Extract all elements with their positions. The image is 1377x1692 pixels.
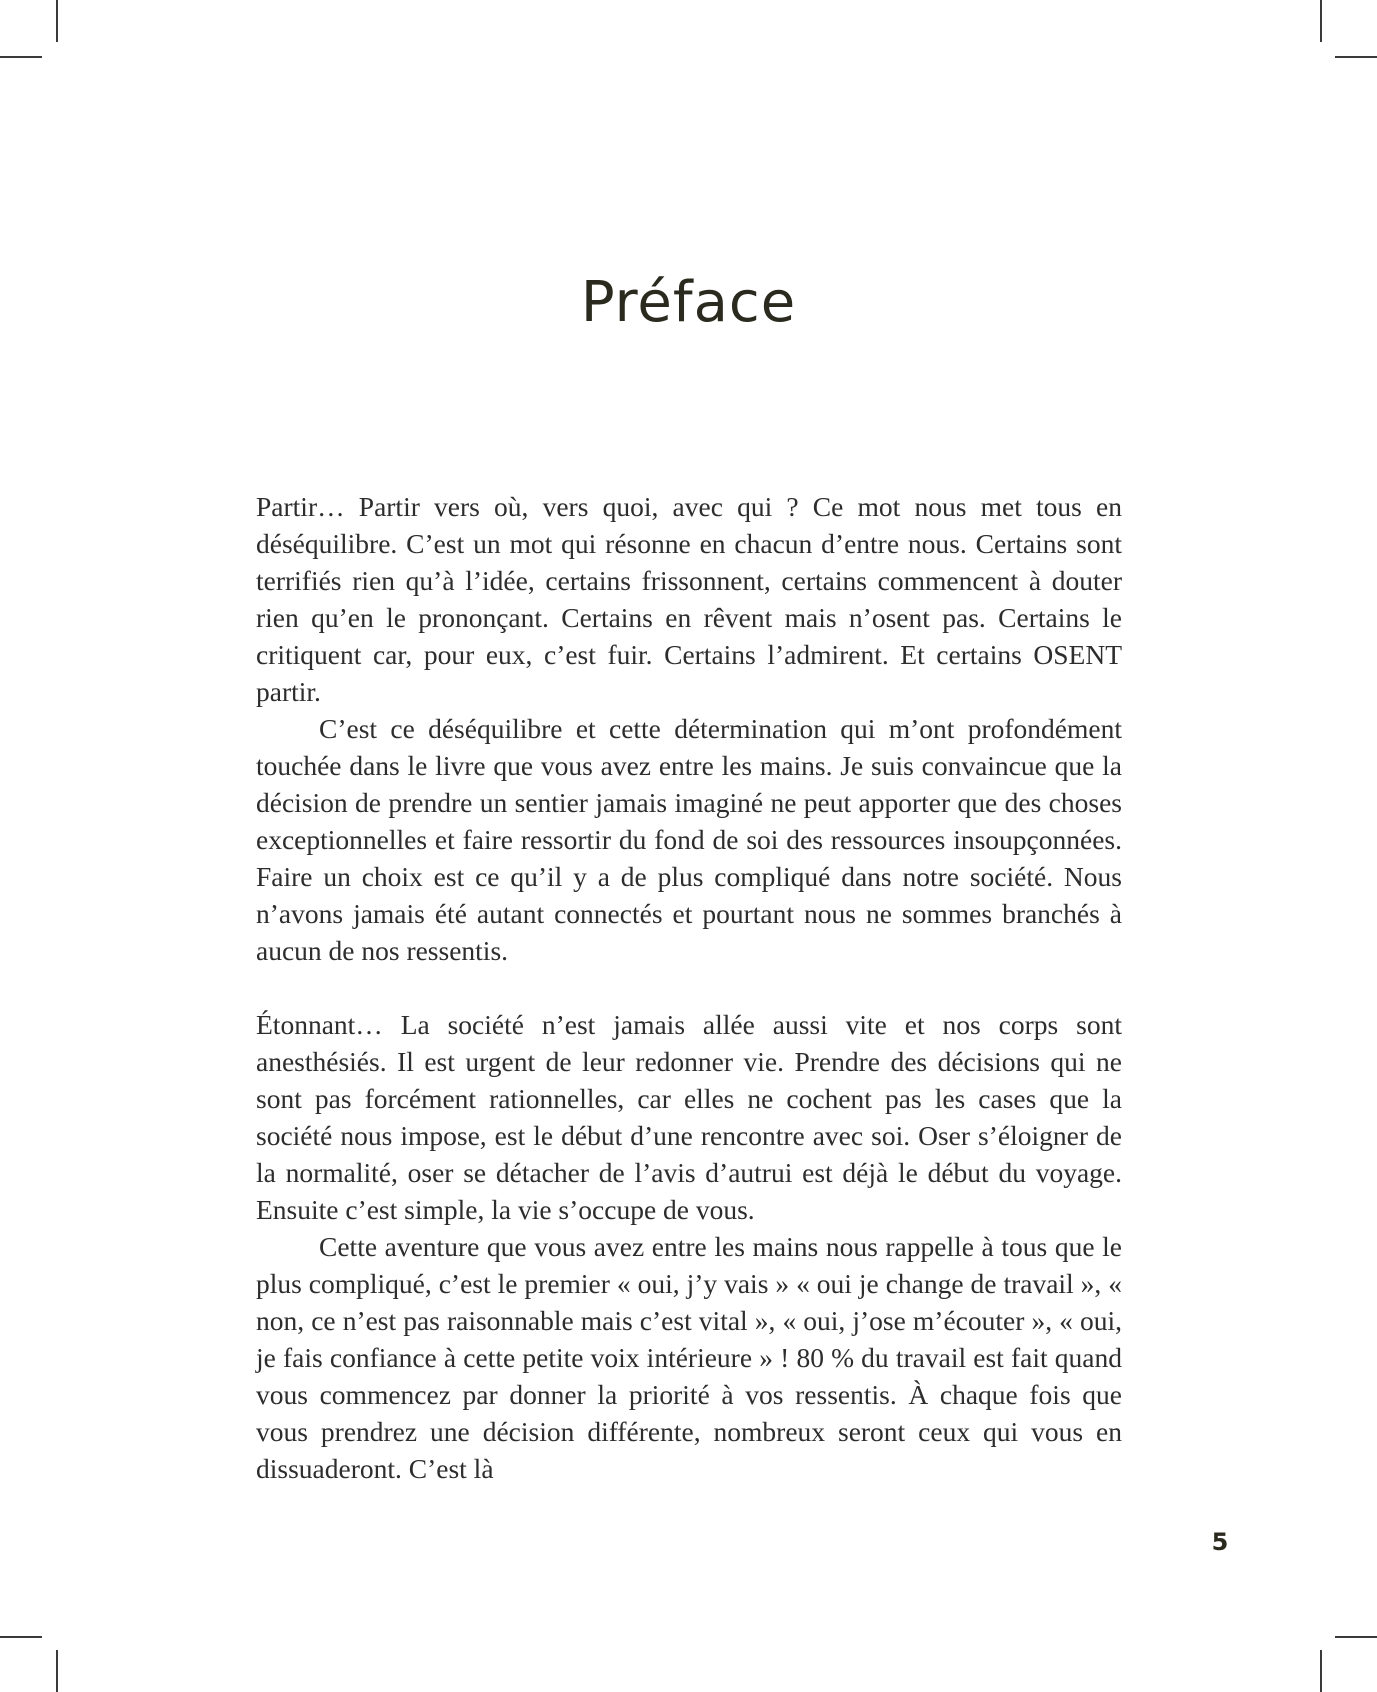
crop-mark-bottom-right-horizontal xyxy=(1335,1636,1377,1638)
crop-mark-bottom-left-horizontal xyxy=(0,1636,42,1638)
page-number: 5 xyxy=(1211,1528,1229,1556)
paragraph-3: Étonnant… La société n’est jamais allée aussi vite et nos corps sont anesthésiés. Il est urgent de leur redonner vie. Prendre des décisions qui ne sont pas forcément rationnelles, car elles ne cochent pas les cases que la société nous impose, est le début d’une rencontre avec soi. Oser s’éloigner de la normalité, oser se détacher de l’avis d’autrui est déjà le début du voyage. Ensuite c’est simple, la vie s’occupe de vous. xyxy=(256,1009,1122,1225)
paragraph-4: Cette aventure que vous avez entre les mains nous rappelle à tous que le plus compliqué, c’est le premier « oui, j’y vais » « oui je change de travail », « non, ce n’est pas raisonnable mais c’est vital », « oui, j’ose m’écouter », « oui, je fais confiance à cette petite voix intérieure » ! 80 % du travail est fait quand vous commencez par donner la priorité à vos ressentis. À chaque fois que vous prendrez une décision différente, nombreux seront ceux qui vous en dissuaderont. C’est là xyxy=(256,1231,1122,1484)
chapter-title: Préface xyxy=(580,270,797,335)
preface-body xyxy=(256,488,1122,1487)
crop-mark-top-left-horizontal xyxy=(0,56,42,58)
crop-mark-top-right-horizontal xyxy=(1335,56,1377,58)
crop-mark-top-left-vertical xyxy=(56,0,58,42)
crop-mark-top-right-vertical xyxy=(1320,0,1322,42)
paragraph-2: C’est ce déséquilibre et cette détermination qui m’ont profondément touchée dans le livre que vous avez entre les mains. Je suis convaincue que la décision de prendre un sentier jamais imaginé ne peut apporter que des choses exceptionnelles et faire ressortir du fond de soi des ressources insoupçonnées. Faire un choix est ce qu’il y a de plus compliqué dans notre société. Nous n’avons jamais été autant connectés et pourtant nous ne sommes branchés à aucun de nos ressentis. xyxy=(256,713,1122,966)
crop-mark-bottom-left-vertical xyxy=(56,1650,58,1692)
crop-mark-bottom-right-vertical xyxy=(1320,1650,1322,1692)
paragraph-1: Partir… Partir vers où, vers quoi, avec qui ? Ce mot nous met tous en déséquilibre. C’est un mot qui résonne en chacun d’entre nous. Certains sont terrifiés rien qu’à l’idée, certains frissonnent, certains commencent à douter rien qu’en le prononçant. Certains en rêvent mais n’osent pas. Certains le critiquent car, pour eux, c’est fuir. Certains l’admirent. Et certains OSENT partir. xyxy=(256,491,1122,707)
